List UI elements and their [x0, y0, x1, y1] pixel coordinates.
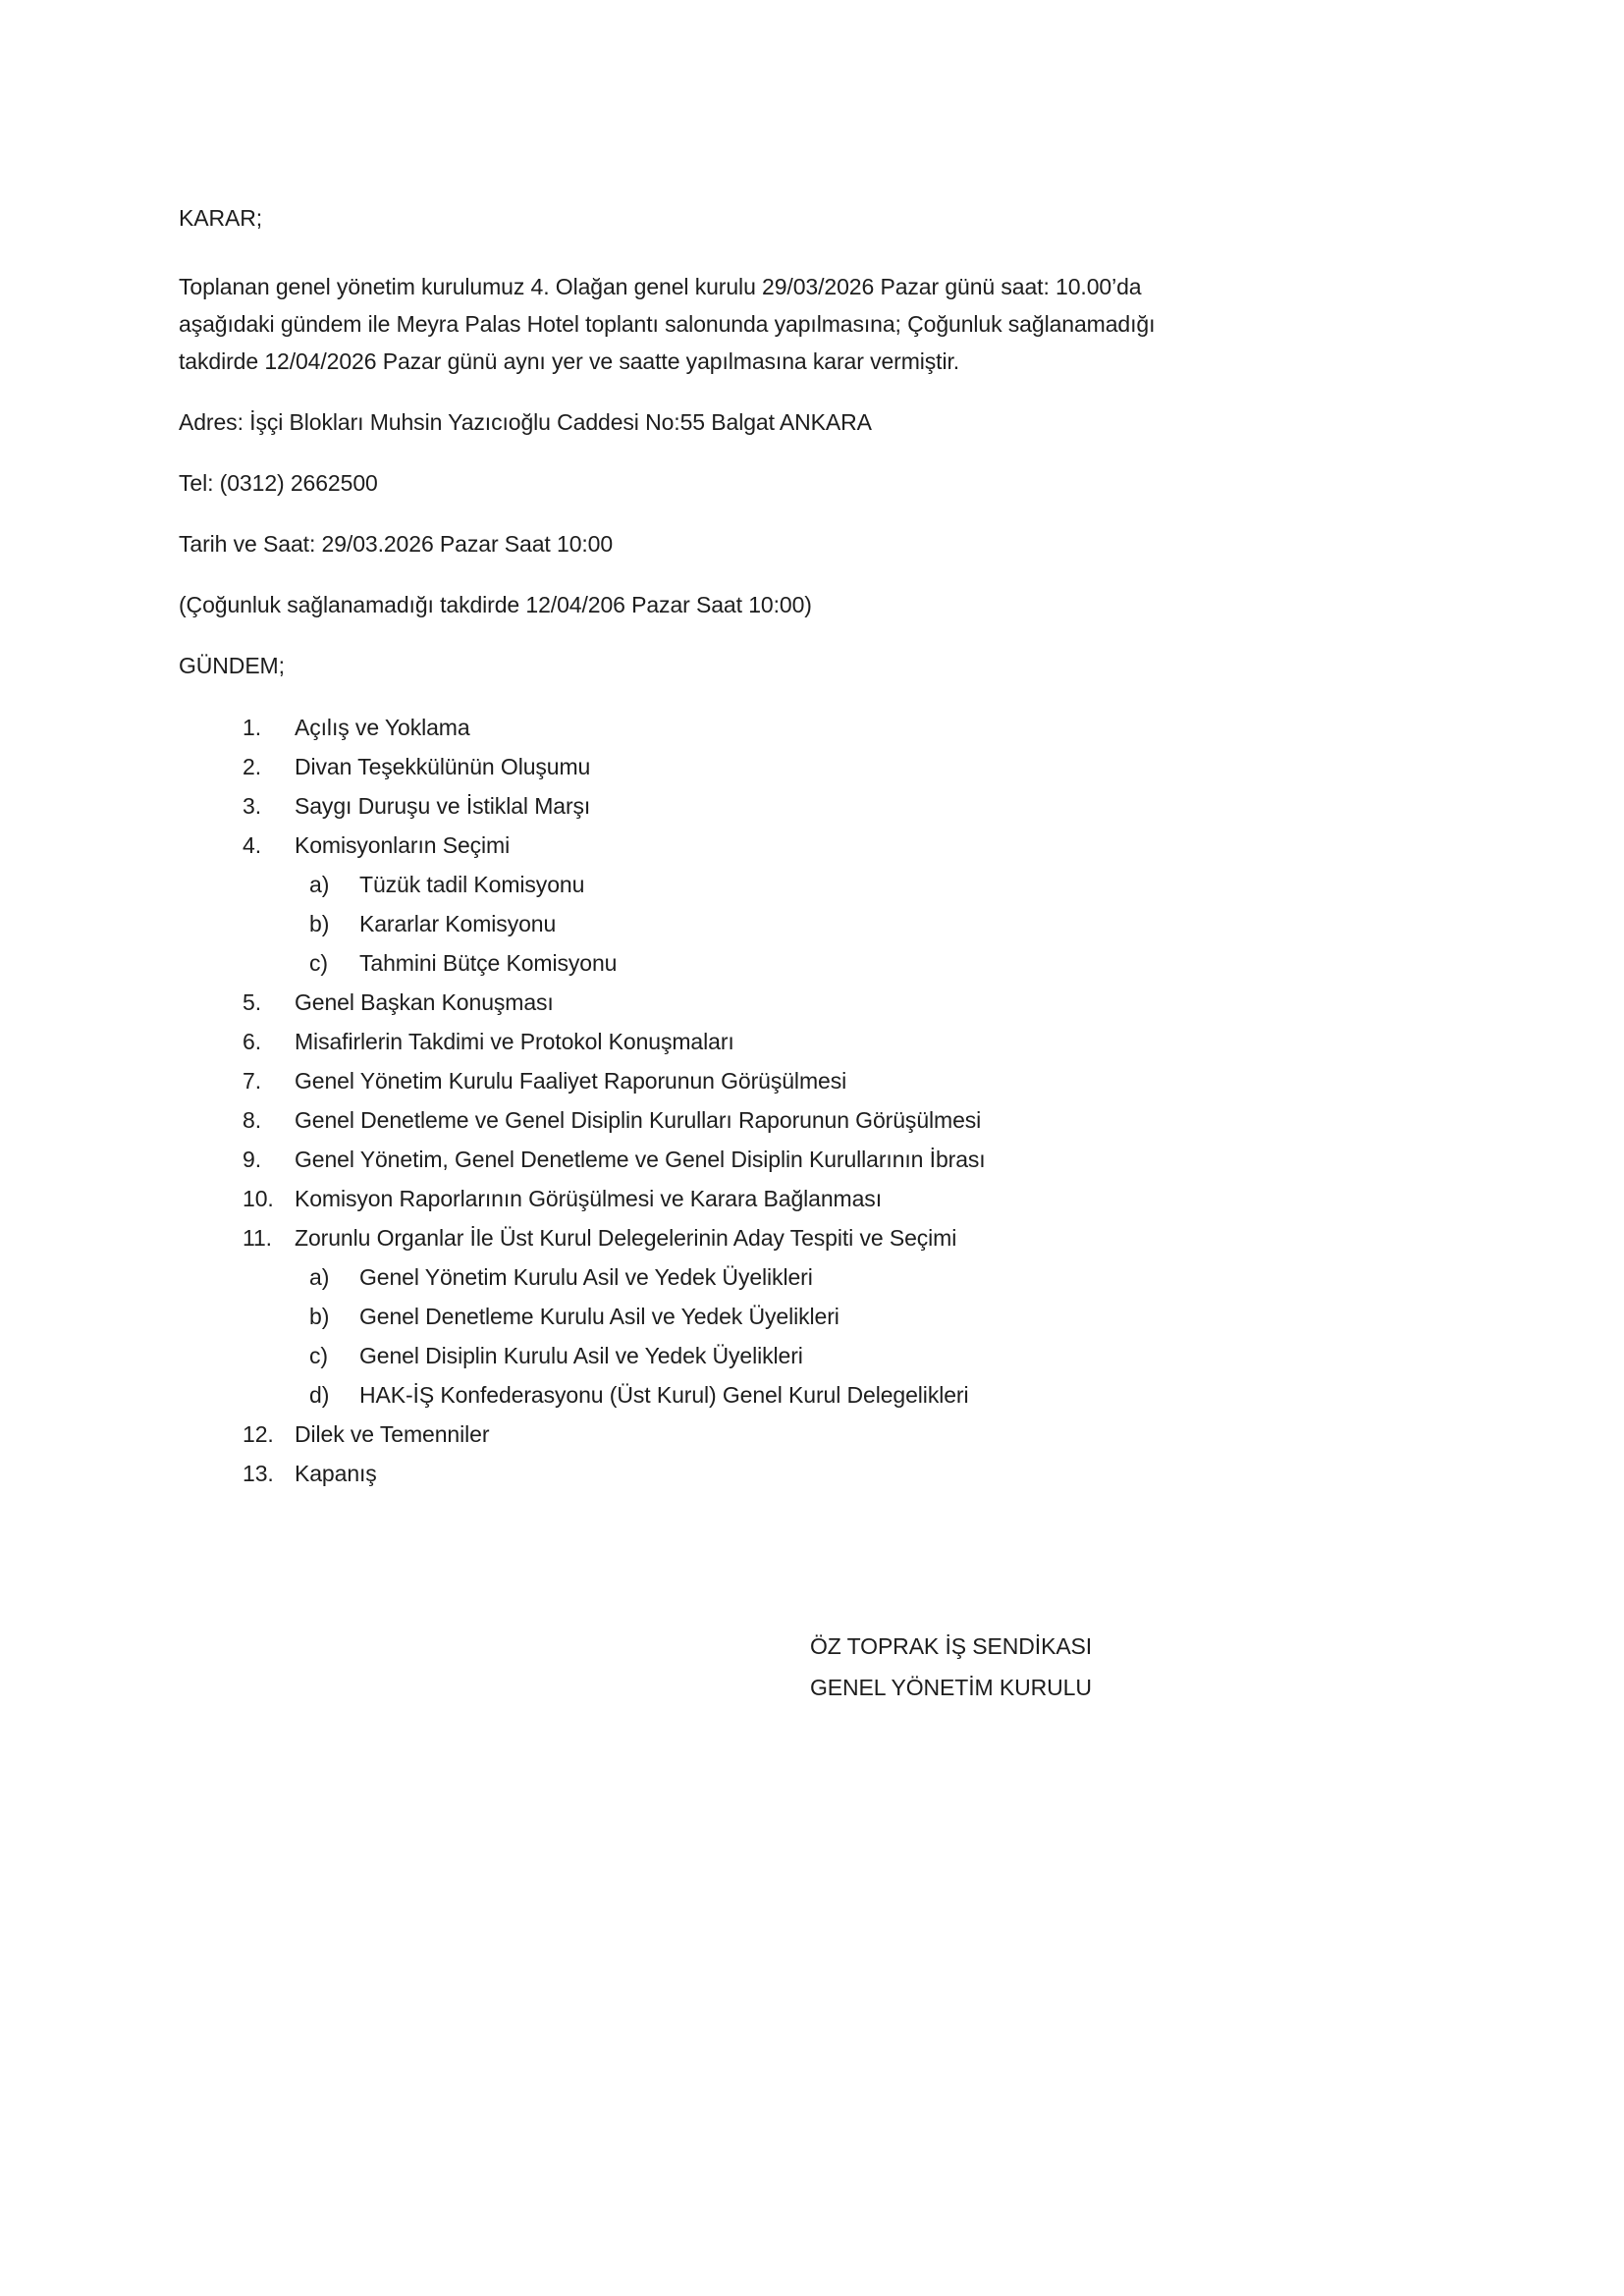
agenda-item-marker: b): [309, 1304, 330, 1329]
agenda-item-marker: a): [309, 1264, 330, 1290]
signature-block: [810, 1626, 1477, 1708]
agenda-item-marker: c): [309, 950, 328, 976]
agenda-item-text: Divan Teşekkülünün Oluşumu: [295, 754, 591, 779]
agenda-item: [179, 786, 1477, 826]
agenda-item-text: Tüzük tadil Komisyonu: [359, 872, 585, 897]
agenda-item: [179, 1336, 1477, 1375]
address-line: Adres: İşçi Blokları Muhsin Yazıcıoğlu Caddesi No:55 Balgat ANKARA: [179, 409, 872, 435]
phone-line: Tel: (0312) 2662500: [179, 470, 378, 496]
agenda-item-text: Genel Yönetim, Genel Denetleme ve Genel Disiplin Kurullarının İbrası: [295, 1147, 986, 1172]
fallback-note-line: (Çoğunluk sağlanamadığı takdirde 12/04/206 Pazar Saat 10:00): [179, 592, 812, 617]
agenda-item-marker: 12.: [243, 1421, 274, 1447]
decision-paragraph-line: takdirde 12/04/2026 Pazar günü aynı yer ve saatte yapılmasına karar vermiştir.: [179, 348, 960, 374]
agenda-item-marker: 4.: [243, 832, 261, 858]
agenda-item-text: Genel Yönetim Kurulu Asil ve Yedek Üyelikleri: [359, 1264, 813, 1290]
agenda-list: [179, 708, 1477, 1493]
agenda-item: [179, 1375, 1477, 1415]
agenda-item-text: Saygı Duruşu ve İstiklal Marşı: [295, 793, 591, 819]
agenda-item: [179, 1140, 1477, 1179]
agenda-item: [179, 826, 1477, 865]
agenda-item-marker: 8.: [243, 1107, 261, 1133]
agenda-item-text: Açılış ve Yoklama: [295, 715, 470, 740]
agenda-item-marker: 13.: [243, 1461, 274, 1486]
agenda-item-marker: d): [309, 1382, 330, 1408]
agenda-item-text: HAK-İŞ Konfederasyonu (Üst Kurul) Genel Kurul Delegelikleri: [359, 1382, 969, 1408]
agenda-item: [179, 1100, 1477, 1140]
signature-org-line: ÖZ TOPRAK İŞ SENDİKASI: [810, 1633, 1093, 1659]
agenda-item-marker: b): [309, 911, 330, 936]
agenda-item-text: Tahmini Bütçe Komisyonu: [359, 950, 618, 976]
agenda-item-marker: 11.: [243, 1225, 272, 1251]
agenda-heading: GÜNDEM;: [179, 653, 285, 678]
agenda-item: [179, 865, 1477, 904]
agenda-item: [179, 1454, 1477, 1493]
agenda-item-marker: 5.: [243, 989, 261, 1015]
agenda-item: [179, 747, 1477, 786]
agenda-item-marker: 2.: [243, 754, 261, 779]
agenda-item-marker: a): [309, 872, 330, 897]
agenda-item-text: Genel Başkan Konuşması: [295, 989, 554, 1015]
document-title: KARAR;: [179, 205, 263, 231]
agenda-item: [179, 904, 1477, 943]
datetime-line: Tarih ve Saat: 29/03.2026 Pazar Saat 10:00: [179, 531, 614, 557]
agenda-item-text: Genel Yönetim Kurulu Faaliyet Raporunun Görüşülmesi: [295, 1068, 847, 1094]
agenda-item: [179, 1415, 1477, 1454]
agenda-item-text: Zorunlu Organlar İle Üst Kurul Delegelerinin Aday Tespiti ve Seçimi: [295, 1225, 957, 1251]
agenda-item: [179, 1297, 1477, 1336]
agenda-item: [179, 1257, 1477, 1297]
agenda-item-text: Genel Disiplin Kurulu Asil ve Yedek Üyelikleri: [359, 1343, 803, 1368]
agenda-item-marker: 6.: [243, 1029, 261, 1054]
agenda-item-text: Kararlar Komisyonu: [359, 911, 557, 936]
decision-paragraph-line: Toplanan genel yönetim kurulumuz 4. Olağan genel kurulu 29/03/2026 Pazar günü saat: 10.00’da: [179, 274, 1142, 299]
agenda-item: [179, 708, 1477, 747]
decision-paragraph-line: aşağıdaki gündem ile Meyra Palas Hotel toplantı salonunda yapılmasına; Çoğunluk sağlanamadığı: [179, 311, 1156, 337]
agenda-item-text: Komisyonların Seçimi: [295, 832, 511, 858]
signature-board-line: GENEL YÖNETİM KURULU: [810, 1675, 1092, 1700]
agenda-item-text: Komisyon Raporlarının Görüşülmesi ve Karara Bağlanması: [295, 1186, 882, 1211]
decision-paragraph: [179, 268, 1477, 380]
agenda-item-marker: c): [309, 1343, 328, 1368]
agenda-item: [179, 1061, 1477, 1100]
agenda-item-marker: 9.: [243, 1147, 261, 1172]
agenda-item: [179, 983, 1477, 1022]
agenda-item-text: Genel Denetleme ve Genel Disiplin Kurulları Raporunun Görüşülmesi: [295, 1107, 982, 1133]
agenda-item-text: Misafirlerin Takdimi ve Protokol Konuşmaları: [295, 1029, 734, 1054]
agenda-item: [179, 943, 1477, 983]
agenda-item: [179, 1179, 1477, 1218]
agenda-item-text: Kapanış: [295, 1461, 377, 1486]
agenda-item-marker: 1.: [243, 715, 261, 740]
agenda-item-text: Dilek ve Temenniler: [295, 1421, 490, 1447]
agenda-item-marker: 3.: [243, 793, 261, 819]
agenda-item-marker: 10.: [243, 1186, 274, 1211]
agenda-item-text: Genel Denetleme Kurulu Asil ve Yedek Üyelikleri: [359, 1304, 839, 1329]
agenda-item-marker: 7.: [243, 1068, 261, 1094]
agenda-item: [179, 1022, 1477, 1061]
agenda-item: [179, 1218, 1477, 1257]
